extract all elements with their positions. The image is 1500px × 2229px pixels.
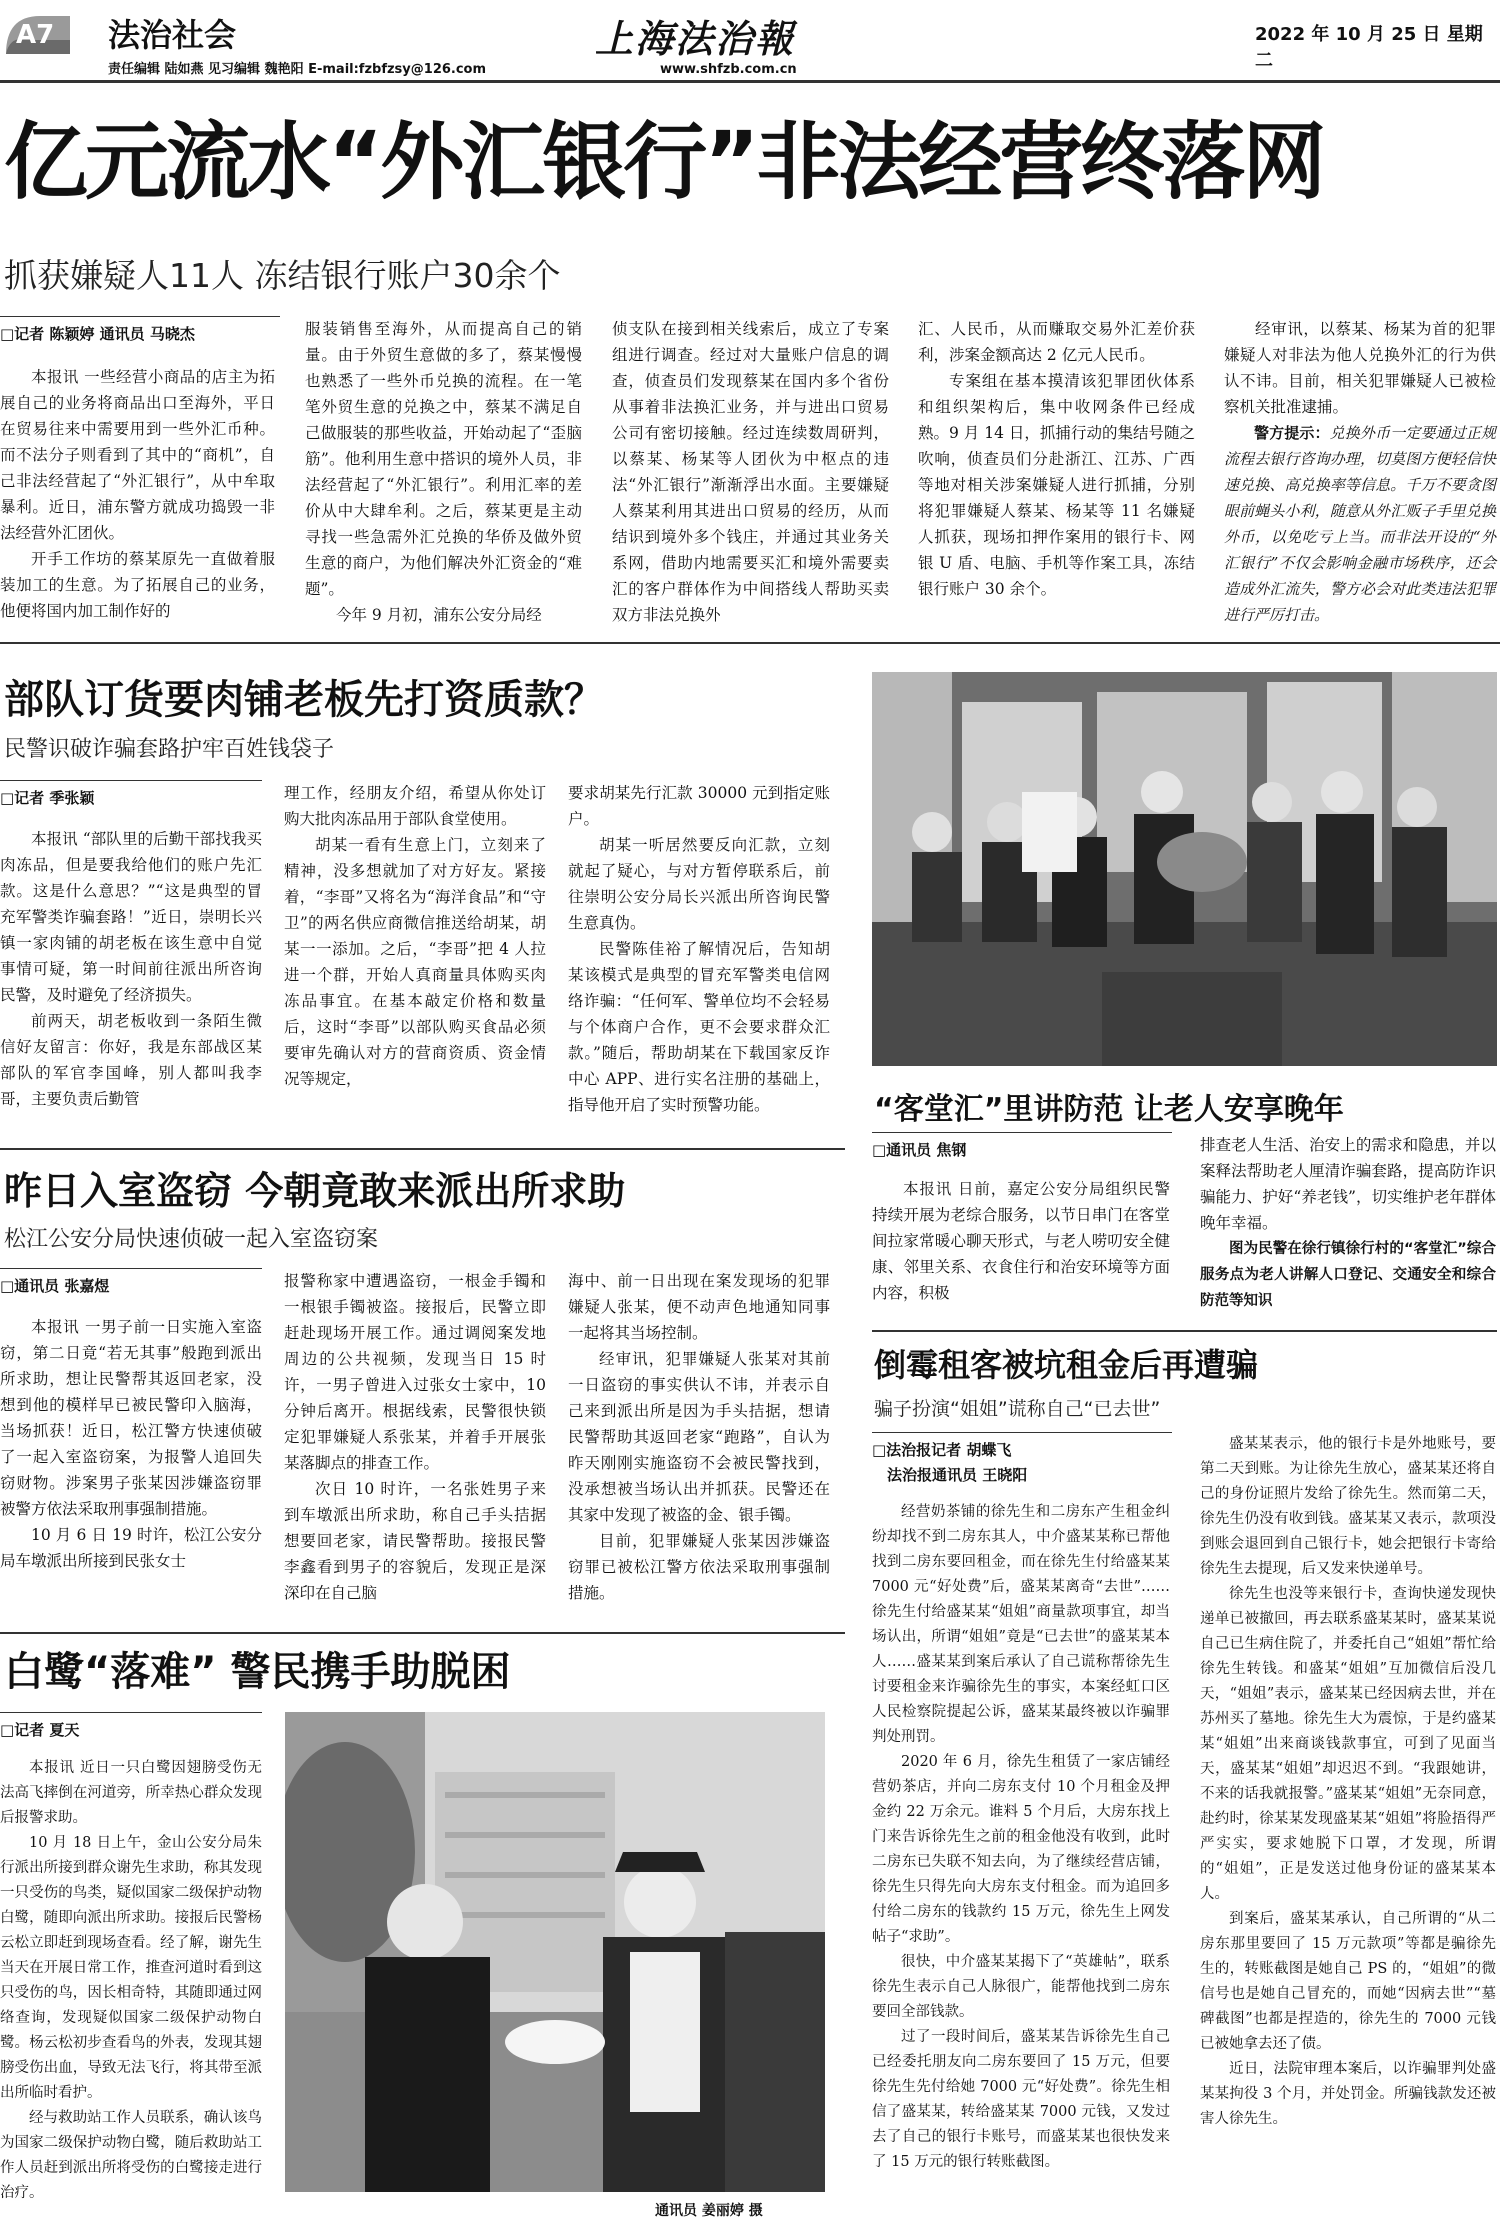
story6-col-2: 盛某某表示，他的银行卡是外地账号，要第二天到账。为让徐先生放心，盛某某还将自己的身份证照片发给了徐先生。然而第二天，徐先生仍没有收到钱。盛某某又表示，款项没到账会退回到自己银行卡，她会把银行卡寄给徐先生去提现，后又发来快递单号。 徐先生也没等来银行卡，查询快递发现快递单已被撤回，再去联系盛某某时，盛某某说自己已生病住院了，并委托自己“姐姐”帮忙给徐先生转钱。和盛某“姐姐”互加微信后没几天，“姐姐”表示，盛某某已经因病去世，并在苏州买了墓地。徐先生大为震惊，于是约盛某某“姐姐”出来商谈钱款事宜，可到了见面当天，盛某某“姐姐”却迟迟不到。“我跟她讲，不来的话我就报警。”盛某某“姐姐”无奈同意，赴约时，徐某某发现盛某某“姐姐”将脸捂得严严实实，要求她脱下口罩，才发现，所谓的“姐姐”，正是发送过他身份证的盛某某本人。 到案后，盛某某承认，自己所谓的“从二房东那里要回了 15 万元款项”等都是骗徐先生的，转账截图是她自己 PS 的，“姐姐”的微信号也是她自己冒充的，而她“因病去世”“墓碑截图”也都是捏造的，徐先生的 7000 元钱已被她拿去还了债。 近日，法院审理本案后，以诈骗罪判处盛某某拘役 3 个月，并处罚金。所骗钱款发还被害人徐先生。 [1200,1436,1496,2127]
photo-illustration-2 [285,1712,825,2192]
lead-headline: 亿元流水“外汇银行”非法经营终落网 [4,113,1324,211]
story5-byline: □通讯员 焦钢 [872,1132,1172,1160]
section-title: 法治社会 [108,16,237,54]
story3-headline: 昨日入室盗窃 今朝竟敢来派出所求助 [4,1169,626,1213]
story3-col-3: 海中、前一日出现在案发现场的犯罪嫌疑人张某，便不动声色地通知同事一起将其当场控制。 经审讯，犯罪嫌疑人张某对其前一日盗窃的事实供认不讳，并表示自己来到派出所是因为手头拮据，想请民警帮助其返回老家“跑路”，自认为昨天刚刚实施盗窃不会被民警找到，没承想被当场认出并抓获。民警还在其家中发现了被盗的金、银手镯。 目前，犯罪嫌疑人张某因涉嫌盗窃罪已被松江警方依法采取刑事强制措施。 [568,1272,830,1602]
story2-col-1: 本报讯 “部队里的后勤干部找我买肉冻品，但是要我给他们的账户先汇款。这是什么意思？”“这是典型的冒充军警类诈骗套路！”近日，崇明长兴镇一家肉铺的胡老板在该生意中自觉事情可疑，第一时间前往派出所咨询民警，及时避免了经济损失。 前两天，胡老板收到一条陌生微信好友留言：你好，我是东部战区某部队的军官李国峰，别人都叫我李哥，主要负责后勤管 [0,830,262,1108]
story4-photo-credit: 通讯员 姜丽婷 摄 [655,2203,763,2219]
lead-bottom-rule [0,642,1500,644]
story3-col-1: 本报讯 一男子前一日实施入室盗窃，第二日竟“若无其事”般跑到派出所求助，想让民警帮其返回老家，没想到他的模样早已被民警印入脑海，当场抓获！近日，松江警方快速侦破了一起入室盗窃案，为报警人追回失窃财物。涉案男子张某因涉嫌盗窃罪被警方依法采取刑事强制措施。 10 月 6 日 19 时许，松江公安分局车墩派出所接到民张女士 [0,1318,262,1570]
lead-col-1: 本报讯 一些经营小商品的店主为拓展自己的业务将商品出口至海外，平日在贸易往来中需要用到一些外汇币种。而不法分子则看到了其中的“商机”，自己非法经营起了“外汇银行”，从中牟取暴利。近日，浦东警方就成功捣毁一非法经营外汇团伙。 开手工作坊的蔡某原先一直做着服装加工的生意。为了拓展自己的业务，他便将国内加工制作好的 [0,368,275,620]
story6-top-rule [872,1330,1497,1332]
story5-col-2: 排查老人生活、治安上的需求和隐患，并以案释法帮助老人厘清诈骗套路，提高防诈识骗能力、护好“养老钱”，切实维护老年群体晚年幸福。 图为民警在徐行镇徐行村的“客堂汇”综合服务点为老人讲解人口登记、交通安全和综合防范等知识 [1200,1132,1496,1314]
egret-rescue-photo [285,1712,825,2192]
editor-credits: 责任编辑 陆如燕 见习编辑 魏艳阳 E-mail:fzbfzsy@126.com [108,62,487,77]
masthead-rule [0,80,1500,83]
story2-subhead: 民警识破诈骗套路护牢百姓钱袋子 [4,737,335,762]
story2-byline: □记者 季张颖 [0,780,262,808]
story3-byline: □通讯员 张嘉煜 [0,1268,262,1296]
story2-col-2: 理工作，经朋友介绍，希望从你处订购大批肉冻品用于部队食堂使用。 胡某一看有生意上门，立刻来了精神，没多想就加了对方好友。紧接着，“李哥”又将名为“海洋食品”和“守卫”的两名供应商微信推送给胡某，胡某一一添加。之后，“李哥”把 4 人拉进一个群，开始人真商量具体购买肉冻品事宜。在基本敲定价格和数量后，这时“李哥”以部队购买食品必须要审先确认对方的营商资质、资金情况等规定， [284,784,546,1088]
story2-headline: 部队订货要肉铺老板先打资质款？ [4,677,604,723]
lead-col-2: 服装销售至海外，从而提高自己的销量。由于外贸生意做的多了，蔡某慢慢也熟悉了一些外币兑换的流程。在一笔笔外贸生意的兑换之中，蔡某不满足自己做服装的那些收益，开始动起了“歪脑筋”。他利用生意中搭识的境外人员，非法经营起了“外汇银行”。利用汇率的差价从中大肆牟利。之后，蔡某更是主动寻找一些急需外汇兑换的华侨及做外贸生意的商户，为他们解决外汇资金的“难题”。 今年 9 月初，浦东公安分局经 [305,320,582,624]
paper-name: 上海法治報 [595,16,796,61]
masthead [0,0,1500,82]
page-number: A7 [16,20,55,50]
lead-col-5: 经审讯，以蔡某、杨某为首的犯罪嫌疑人对非法为他人兑换外汇的行为供认不讳。目前，相关犯罪嫌疑人已被检察机关批准逮捕。 警方提示：兑换外币一定要通过正规流程去银行咨询办理，切莫图方便轻信快速兑换、高兑换率等信息。千万不要贪图眼前蝇头小利，随意从外汇贩子手里兑换外币，以免吃亏上当。而非法开设的“外汇银行”不仅会影响金融市场秩序，还会造成外汇流失，警方必会对此类违法犯罪进行严厉打击。 [1224,316,1496,628]
lead-col-4: 汇、人民币，从而赚取交易外汇差价获利，涉案金额高达 2 亿元人民币。 专案组在基本摸清该犯罪团伙体系和组织架构后，集中收网条件已经成熟。9 月 14 日，抓捕行动的集结号随之吹响，侦查员们分赴浙江、江苏、广西等地对相关涉案嫌疑人进行抓捕，分别将犯罪嫌疑人蔡某、杨某等 11 名嫌疑人抓获，现场扣押作案用的银行卡、网银 U 盾、电脑、手机等作案工具，冻结银行账户 30 余个。 [918,320,1195,598]
page-number-badge [2,10,72,56]
story6-byline: □法治报记者 胡蝶飞 法治报通讯员 王晓阳 [872,1432,1172,1485]
story2-col-3: 要求胡某先行汇款 30000 元到指定账户。 胡某一听居然要反向汇款，立刻就起了疑心，与对方暂停联系后，前往崇明公安分局长兴派出所咨询民警生意真伪。 民警陈佳裕了解情况后，告知胡某该模式是典型的冒充军警类电信网络诈骗：“任何军、警单位均不会轻易与个体商户合作，更不会要求群众汇款。”随后，帮助胡某在下载国家反诈中心 APP、进行实名注册的基础上，指导他开启了实时预警功能。 [568,784,830,1114]
issue-date: 2022 年 10 月 25 日 星期二 [1255,24,1483,71]
story5-caption: 图为民警在徐行镇徐行村的“客堂汇”综合服务点为老人讲解人口登记、交通安全和综合防范等知识 [1200,1241,1496,1309]
story4-top-rule [0,1632,845,1634]
story6-col-1: 经营奶茶铺的徐先生和二房东产生租金纠纷却找不到二房东其人，中介盛某某称已帮他找到二房东要回租金，而在徐先生付给盛某某 7000 元“好处费”后，盛某某离奇“去世”……徐先生付给盛某某“姐姐”商量款项事宜，却当场认出，所谓“姐姐”竟是“已去世”的盛某某本人……盛某某到案后承认了自己谎称帮徐先生讨要租金来诈骗徐先生的事实，本案经虹口区人民检察院提起公诉，盛某某最终被以诈骗罪判处刑罚。 2020 年 6 月，徐先生租赁了一家店铺经营奶茶店，并向二房东支付 10 个月租金及押金约 22 万余元。谁料 5 个月后，大房东找上门来告诉徐先生之前的租金他没有收到，此时二房东已失联不知去向，为了继续经营店铺，徐先生只得先向大房东支付租金。而为追回多付给二房东的钱款约 15 万元，徐先生上网发帖子“求助”。 很快，中介盛某某揭下了“英雄帖”，联系徐先生表示自己人脉很广，能帮他找到二房东要回全部钱款。 过了一段时间后，盛某某告诉徐先生自己已经委托朋友向二房东要回了 15 万元，但要徐先生先付给她 7000 元“好处费”。徐先生相信了盛某某，转给盛某某 7000 元钱，又发过去了自己的银行卡账号，而盛某某也很快发来了 15 万元的银行转账截图。 [872,1504,1170,2170]
lead-byline: □记者 陈颖婷 通讯员 马晓杰 [0,316,280,344]
lead-col-3: 侦支队在接到相关线索后，成立了专案组进行调查。经过对大量账户信息的调查，侦查员们发现蔡某在国内多个省份从事着非法换汇业务，并与进出口贸易公司有密切接触。经过连续数周研判，以蔡某、杨某等人团伙为中枢点的违法“外汇银行”渐渐浮出水面。主要嫌疑人蔡某利用其进出口贸易的经历，从而结识到境外多个钱庄，并通过其业务关系网，借助内地需要买汇和境外需要卖汇的客户群体作为中间搭线人帮助买卖双方非法兑换外 [612,320,889,624]
story5-col-1: 本报讯 日前，嘉定公安分局组织民警持续开展为老综合服务，以节日串门在客堂间拉家常暖心聊天形式，与老人唠叨安全健康、邻里关系、衣食住行和治安环境等方面内容，积极 [872,1180,1170,1302]
story3-top-rule [0,1148,845,1150]
story6-subhead: 骗子扮演“姐姐”谎称自己“已去世” [874,1398,1161,1420]
story5-headline: “客堂汇”里讲防范 让老人安享晚年 [874,1092,1344,1127]
story6-headline: 倒霉租客被坑租金后再遭骗 [874,1346,1259,1384]
story3-subhead: 松江公安分局快速侦破一起入室盗窃案 [4,1227,379,1252]
photo-illustration [872,672,1497,1066]
website: www.shfzb.com.cn [660,62,797,77]
story4-col-1: 本报讯 近日一只白鹭因翅膀受伤无法高飞摔倒在河道旁，所幸热心群众发现后报警求助。 10 月 18 日上午，金山公安分局朱行派出所接到群众谢先生求助，称其发现一只受伤的鸟类，疑似国家二级保护动物白鹭，随即向派出所求助。接报后民警杨云松立即赶到现场查看。经了解，谢先生当天在开展日常工作，推查河道时看到这只受伤的鸟，因长相奇特，其随即通过网络查询，发现疑似国家二级保护动物白鹭。杨云松初步查看鸟的外表，发现其翅膀受伤出血，导致无法飞行，将其带至派出所临时看护。 经与救助站工作人员联系，确认该鸟为国家二级保护动物白鹭，随后救助站工作人员赶到派出所将受伤的白鹭接走进行治疗。 [0,1760,262,2201]
story4-headline: 白鹭“落难” 警民携手助脱困 [4,1649,511,1695]
story3-col-2: 报警称家中遭遇盗窃，一根金手镯和一根银手镯被盗。接报后，民警立即赶赴现场开展工作。通过调阅案发地周边的公共视频，发现当日 15 时许，一男子曾进入过张女士家中，10 分钟后离开。根据线索，民警很快锁定犯罪嫌疑人系张某，并着手开展张某落脚点的排查工作。 次日 10 时许，一名张姓男子来到车墩派出所求助，称自己手头拮据想要回老家，请民警帮助。接报民警李鑫看到男子的容貌后，发现正是深深印在自己脑 [284,1272,546,1602]
elderly-meeting-photo [872,672,1497,1066]
lead-subhead: 抓获嫌疑人11人 冻结银行账户30余个 [4,256,561,295]
story4-byline: □记者 夏天 [0,1712,262,1740]
police-tip: 警方提示：兑换外币一定要通过正规流程去银行咨询办理，切莫图方便轻信快速兑换、高兑换率等信息。千万不要贪图眼前蝇头小利，随意从外汇贩子手里兑换外币，以免吃亏上当。而非法开设的“外汇银行”不仅会影响金融市场秩序，还会造成外汇流失，警方必会对此类违法犯罪进行严厉打击。 [1224,424,1496,624]
